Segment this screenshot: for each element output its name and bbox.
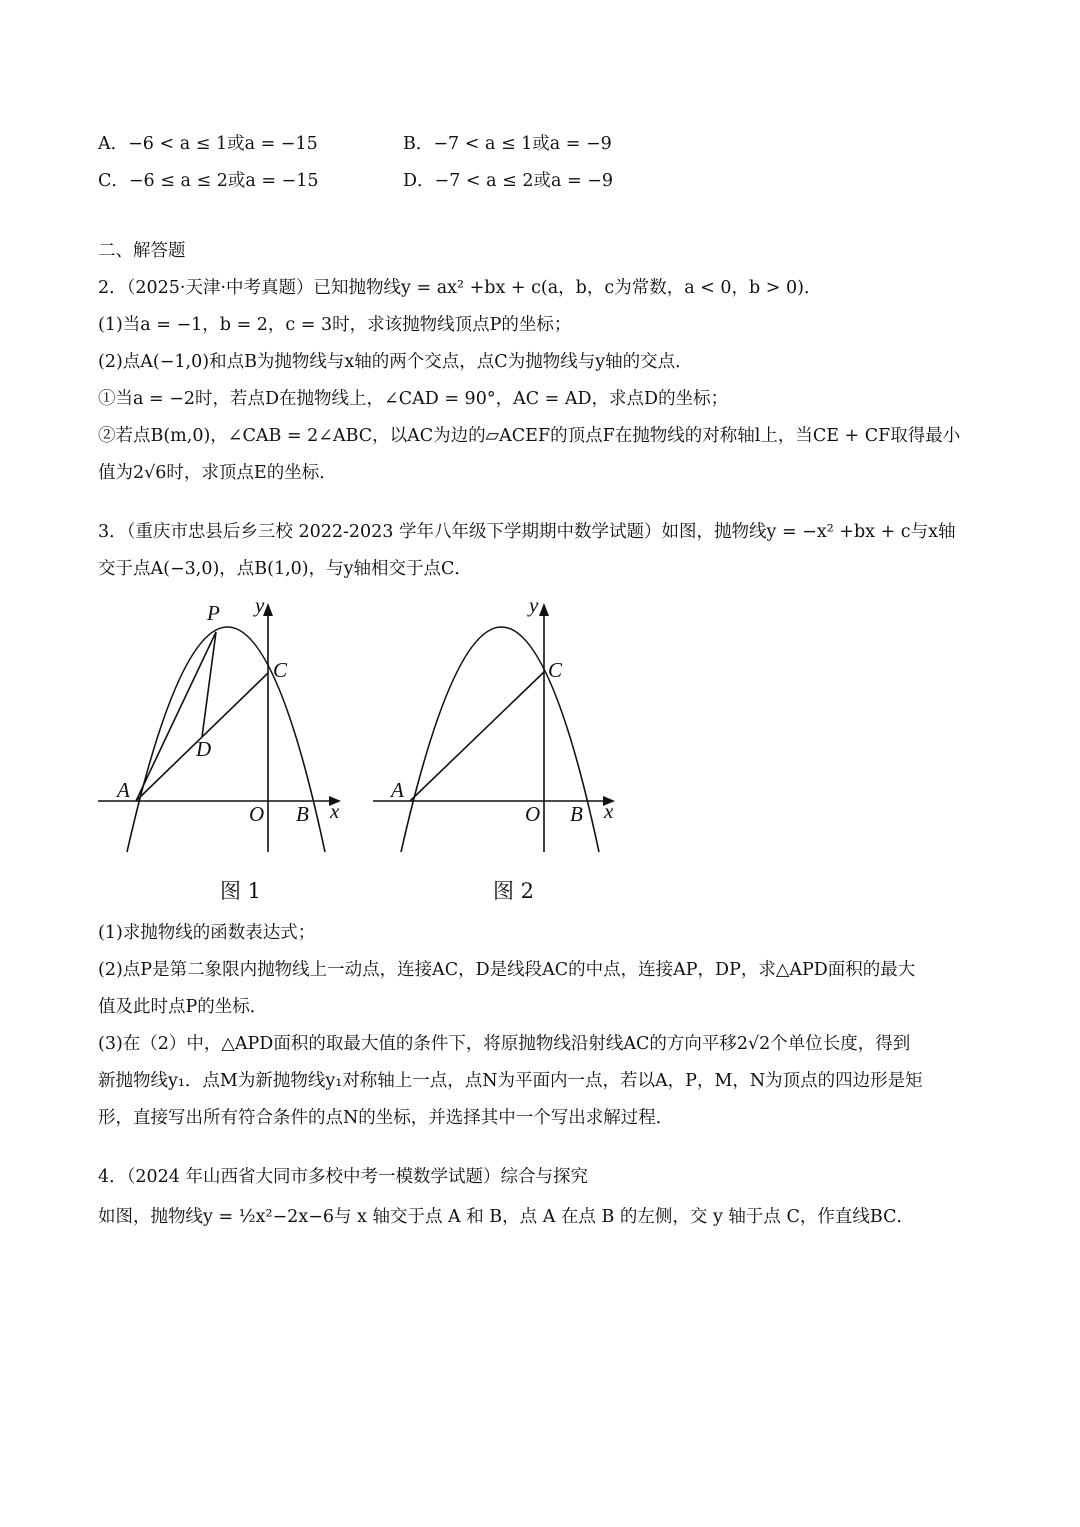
q3-stem-line2: 交于点A(−3,0)，点B(1,0)，与y轴相交于点C．: [98, 559, 472, 579]
fig1-label-p: P: [207, 601, 220, 625]
q3-part3-line2: 新抛物线y₁．点M为新抛物线y₁对称轴上一点，点N为平面内一点，若以A，P，M，N为顶点的四边形是矩: [98, 1071, 923, 1091]
fig1-label-a: A: [117, 778, 130, 802]
q3-part2-line1: (2)点P是第二象限内抛物线上一动点，连接AC，D是线段AC的中点，连接AP，DP，求△APD面积的最大: [98, 960, 916, 980]
fig1-caption: 图 1: [220, 879, 262, 903]
q2-part2: (2)点A(−1,0)和点B为抛物线与x轴的两个交点，点C为抛物线与y轴的交点．: [98, 352, 693, 372]
fig1-label-o: O: [249, 802, 265, 826]
q4-stem: 4．（2024 年山西省大同市多校中考一模数学试题）综合与探究: [98, 1167, 588, 1187]
q4-line2: 如图，抛物线y = ½x²−2x−6与 x 轴交于点 A 和 B，点 A 在点 B 的左侧，交 y 轴于点 C，作直线BC．: [98, 1207, 914, 1227]
fig2-caption: 图 2: [493, 879, 535, 903]
q3-stem-line1: 3．（重庆市忠县后乡三校 2022-2023 学年八年级下学期期中数学试题）如图，抛物线y = −x² +bx + c与x轴: [98, 522, 956, 542]
q1-option-a: A．−6 < a ≤ 1或a = −15: [98, 134, 318, 154]
fig2-segment-ac: [410, 672, 544, 801]
fig1-label-c: C: [273, 658, 288, 682]
q1-option-b: B．−7 < a ≤ 1或a = −9: [403, 134, 612, 154]
fig1-label-d: D: [196, 737, 212, 761]
fig2-label-x: x: [604, 799, 614, 823]
q3-part3-line3: 形，直接写出所有符合条件的点N的坐标，并选择其中一个写出求解过程．: [98, 1108, 674, 1128]
q1-option-c: C．−6 ≤ a ≤ 2或a = −15: [98, 171, 319, 191]
fig2-label-y: y: [529, 593, 539, 617]
fig2-y-arrow-icon: [539, 603, 549, 616]
q3-part3-line1: (3)在（2）中，△APD面积的取最大值的条件下，将原抛物线沿射线AC的方向平移2√2个单位长度，得到: [98, 1034, 911, 1054]
fig1-label-b: B: [296, 802, 309, 826]
q2-stem: 2．（2025·天津·中考真题）已知抛物线y = ax² +bx + c(a，b，c为常数，a < 0，b > 0)．: [98, 278, 822, 298]
q2-part2-2-line2: 值为2√6时，求顶点E的坐标．: [98, 463, 337, 483]
fig1-label-y: y: [255, 593, 265, 617]
q1-option-d: D．−7 < a ≤ 2或a = −9: [403, 171, 613, 191]
fig2-label-a: A: [391, 778, 404, 802]
fig2-label-o: O: [525, 802, 541, 826]
fig2-label-c: C: [548, 658, 563, 682]
section-title: 二、解答题: [98, 241, 186, 261]
q3-part1: (1)求抛物线的函数表达式；: [98, 923, 316, 943]
q2-part1: (1)当a = −1，b = 2，c = 3时，求该抛物线顶点P的坐标；: [98, 315, 572, 335]
q3-part2-line2: 值及此时点P的坐标．: [98, 997, 268, 1017]
fig2-label-b: B: [570, 802, 583, 826]
q2-part2-2-line1: ②若点B(m,0)，∠CAB = 2∠ABC，以AC为边的▱ACEF的顶点F在抛物线的对称轴l上，当CE + CF取得最小: [98, 426, 961, 446]
q2-part2-1: ①当a = −2时，若点D在抛物线上，∠CAD = 90°，AC = AD，求点D的坐标；: [98, 389, 729, 409]
fig1-label-x: x: [330, 799, 340, 823]
